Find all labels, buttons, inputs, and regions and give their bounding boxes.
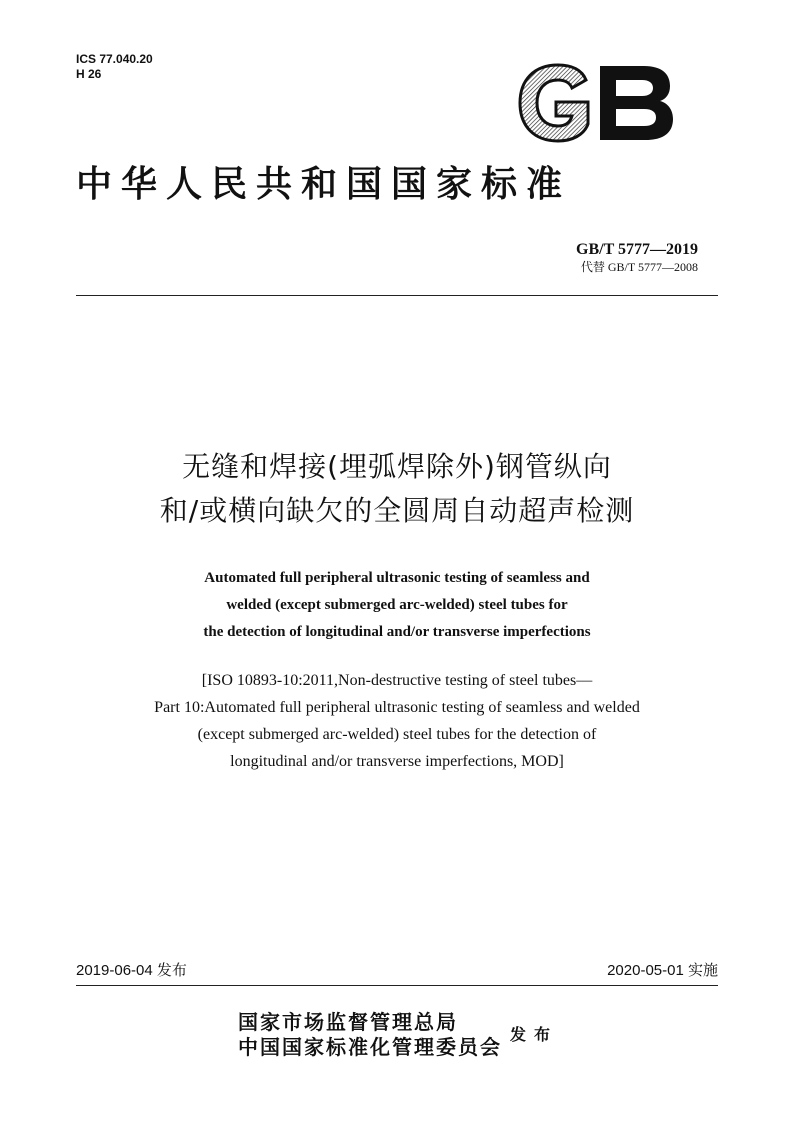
english-title-line: Automated full peripheral ultrasonic testing of seamless and xyxy=(204,570,590,586)
publish-label: 发布 xyxy=(510,1025,559,1044)
chinese-title-line: 无缝和焊接(埋弧焊除外)钢管纵向 xyxy=(182,450,612,483)
english-title-line: the detection of longitudinal and/or transverse imperfections xyxy=(203,624,591,640)
publisher-name: 国家市场监督管理总局 xyxy=(238,1010,458,1034)
publishers xyxy=(238,1010,502,1060)
ccs-code: H 26 xyxy=(76,67,102,81)
replaces-standard: 代替 GB/T 5777—2008 xyxy=(580,260,698,274)
english-title-line: welded (except submerged arc-welded) steel tubes for xyxy=(226,597,568,613)
standard-number: GB/T 5777—2019 xyxy=(576,241,698,258)
header-divider xyxy=(76,295,718,296)
chinese-title-line: 和/或横向缺欠的全圆周自动超声检测 xyxy=(159,494,635,527)
publisher-name: 中国国家标准化管理委员会 xyxy=(238,1035,502,1059)
organization-title: 中华人民共和国国家标准 xyxy=(76,164,572,205)
footer-divider xyxy=(76,985,718,986)
chinese-title xyxy=(60,445,734,533)
gb-logo-icon xyxy=(516,62,676,144)
iso-reference-line: longitudinal and/or transverse imperfections, MOD] xyxy=(230,753,564,770)
ics-code: ICS 77.040.20 xyxy=(76,52,153,66)
implementation-date: 2020-05-01 实施 xyxy=(607,962,718,979)
standard-number-block xyxy=(576,240,698,275)
iso-reference-line: (except submerged arc-welded) steel tubes for the detection of xyxy=(197,726,597,743)
iso-reference-line: [ISO 10893-10:2011,Non-destructive testing of steel tubes— xyxy=(201,672,593,689)
iso-reference xyxy=(60,667,734,775)
english-title xyxy=(80,565,714,646)
iso-reference-line: Part 10:Automated full peripheral ultrasonic testing of seamless and welded xyxy=(154,699,640,716)
issue-date: 2019-06-04 发布 xyxy=(76,962,187,979)
classification-codes xyxy=(76,52,153,82)
